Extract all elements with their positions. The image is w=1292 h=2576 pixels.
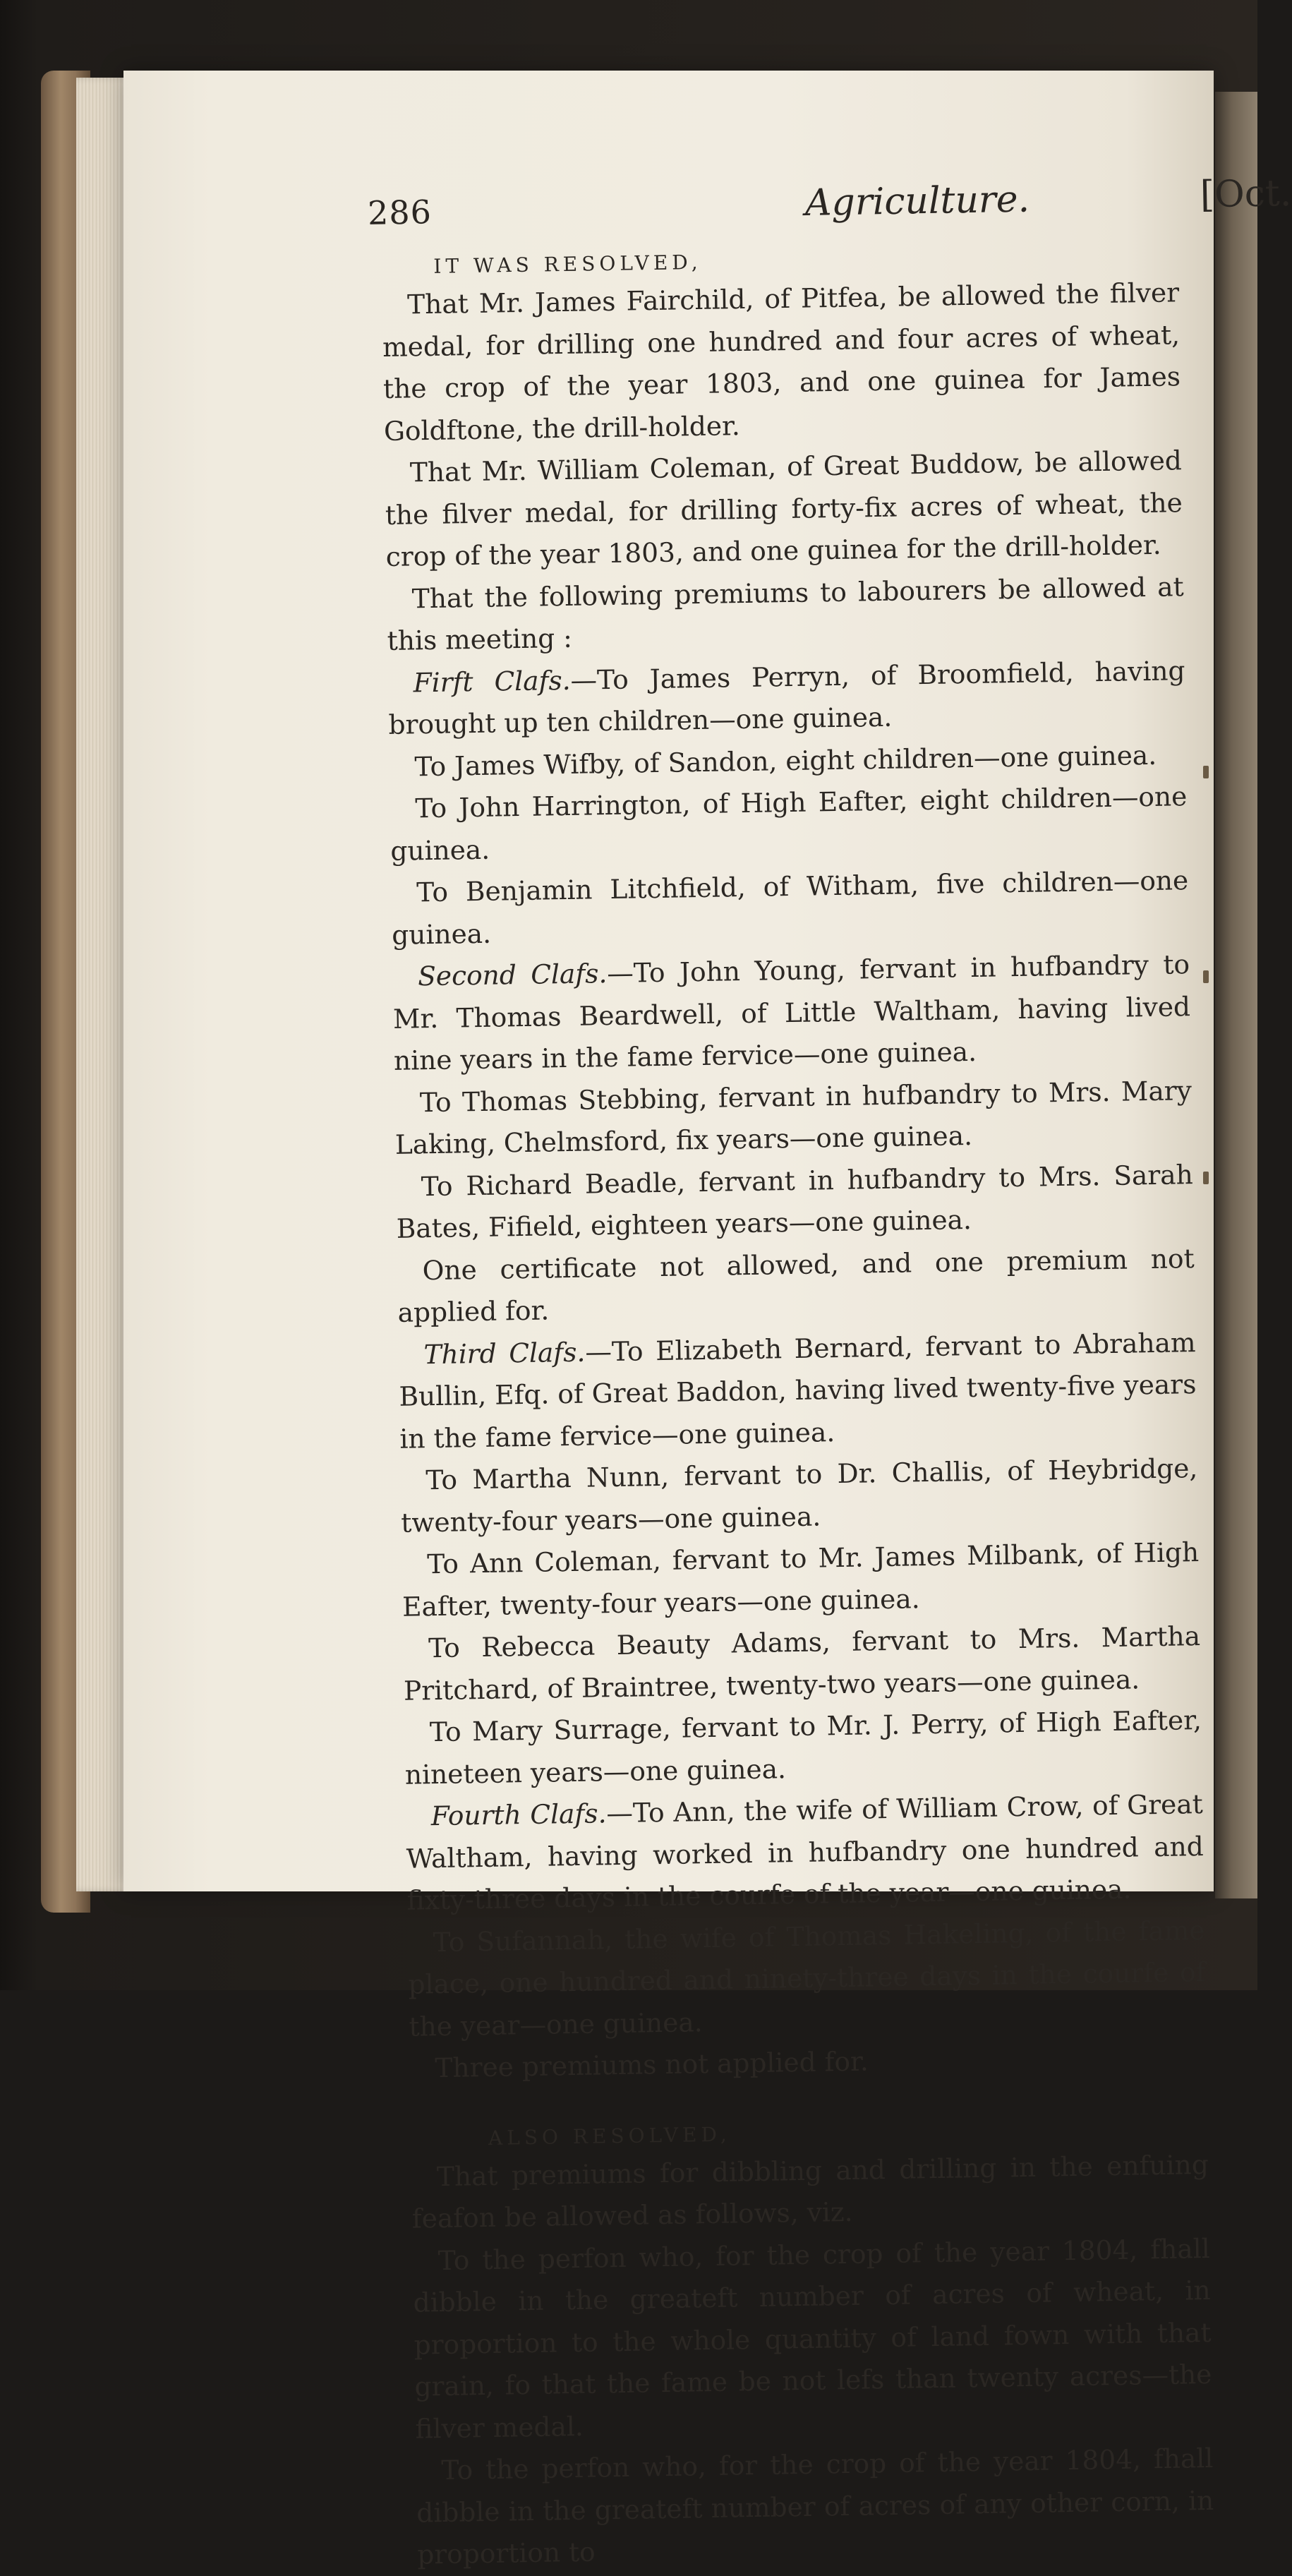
- paragraph-text: —To James Perryn, of Broomfield, having brought up ten children—one guinea.: [388, 654, 1185, 740]
- paragraph: [386, 566, 1185, 663]
- paragraph-text: To the perfon who, for the crop of the year 1804, fhall dibble in the greateft number of acres of wheat, in proportion to the whole quantity of land fown with that grain, fo that the fame be not lefs than twenty acres—the filver medal.: [413, 2232, 1212, 2445]
- paragraph: [397, 1238, 1195, 1335]
- paragraph: [384, 440, 1183, 578]
- paragraph: [405, 1783, 1205, 1922]
- paragraph-text: To Ann Coleman, fervant to Mr. James Milbank, of High Eafter, twenty-four years—one guinea.: [402, 1536, 1200, 1623]
- paragraph: [407, 1909, 1207, 2047]
- paragraph: [398, 1322, 1197, 1460]
- paragraph-text: To the perfon who, for the crop of the year 1804, fhall dibble in the greateft number of acres of any other corn, in proportion to: [416, 2442, 1214, 2570]
- paragraph-text: To Mary Surrage, fervant to Mr. J. Perry, of High Eafter, nineteen years—one guinea.: [404, 1704, 1202, 1790]
- paragraph: [404, 1699, 1203, 1796]
- paragraph-text: To Martha Nunn, fervant to Dr. Challis, of Heybridge, twenty-four years—one guinea.: [400, 1452, 1198, 1539]
- paragraph-text: That Mr. William Coleman, of Great Buddow, be allowed the filver medal, for drilling forty-fix acres of wheat, the crop of the year 1803, and one guinea for the drill-holder.: [385, 445, 1183, 572]
- section-heading: IT WAS RESOLVED,: [433, 250, 702, 278]
- resolution-block: [411, 2143, 1214, 2576]
- class-label: Fourth Clafs.: [430, 1798, 607, 1832]
- margin-mark: [1203, 766, 1209, 778]
- paragraph: [394, 1070, 1193, 1167]
- facing-page-edge: [1215, 92, 1257, 1898]
- paragraph: [387, 650, 1186, 747]
- paragraph: [390, 776, 1188, 872]
- paragraph: [412, 2227, 1213, 2450]
- paragraph: [411, 2143, 1209, 2240]
- paragraph-text: To James Wifby, of Sandon, eight children—one guinea.: [414, 739, 1157, 782]
- paragraph-text: That Mr. James Fairchild, of Pitfea, be allowed the filver medal, for drilling one hundred and four acres of wheat, the crop of the year 1803, and one guinea for James Goldftone, the drill-holder.: [382, 277, 1181, 447]
- paragraph-text: One certificate not allowed, and one premium not applied for.: [397, 1242, 1195, 1328]
- paragraph-text: To Thomas Stebbing, fervant in hufbandry to Mrs. Mary Laking, Chelmsford, fix years—one guinea.: [394, 1074, 1193, 1160]
- paragraph-text: To John Harrington, of High Eafter, eight children—one guinea.: [390, 781, 1188, 867]
- paragraph-text: —To John Young, fervant in hufbandry to Mr. Thomas Beardwell, of Little Waltham, having lived nine years in the fame fervice—one guinea.: [392, 949, 1191, 1076]
- paragraph-text: That the following premiums to labourers be allowed at this meeting :: [387, 570, 1184, 656]
- paragraph-text: —To Ann, the wife of William Crow, of Great Waltham, having worked in hufbandry one hundred and fixty-three days in the courfe of the year—one guinea.: [406, 1788, 1204, 1916]
- paragraph-text: —To Elizabeth Bernard, fervant to Abraham Bullin, Efq. of Great Baddon, having lived twenty-five years in the fame fervice—one guinea.: [399, 1326, 1197, 1455]
- paragraph-text: That premiums for dibbling and drilling in the enfuing feafon be allowed as follows, viz.: [411, 2148, 1209, 2234]
- paragraph-text: To Rebecca Beauty Adams, fervant to Mrs. Martha Pritchard, of Braintree, twenty-two years—one guinea.: [403, 1620, 1201, 1707]
- paragraph: [416, 2438, 1215, 2576]
- month-label: [Oct.: [1200, 172, 1292, 217]
- margin-mark: [1203, 970, 1209, 983]
- paragraph: [382, 272, 1182, 452]
- margin-mark: [1203, 1172, 1209, 1184]
- paragraph: [402, 1531, 1200, 1628]
- paragraph-text: Three premiums not applied for.: [435, 2045, 869, 2084]
- paragraph: [400, 1448, 1199, 1544]
- page-number: 286: [367, 193, 433, 232]
- paragraph-text: To Sufannah, the wife of Thomas Hakeling, of the fame place, one hundred and ninety-three days in the courfe of the year—one guinea.: [408, 1914, 1206, 2042]
- body-text: [381, 238, 1215, 2576]
- paragraph: [391, 860, 1190, 956]
- running-title: Agriculture.: [804, 178, 1030, 225]
- class-label: Second Clafs.: [417, 958, 608, 992]
- class-label: Third Clafs.: [423, 1336, 586, 1370]
- section-heading: ALSO RESOLVED,: [488, 2122, 732, 2150]
- paragraph-text: To Benjamin Litchfield, of Witham, five children—one guinea.: [391, 865, 1189, 951]
- resolution-block: [382, 272, 1207, 2090]
- class-label: Firft Clafs.: [413, 664, 571, 698]
- paragraph: [395, 1154, 1194, 1251]
- paragraph-text: To Richard Beadle, fervant in hufbandry to Mrs. Sarah Bates, Fifield, eighteen years—one guinea.: [396, 1158, 1194, 1244]
- paragraph: [392, 944, 1192, 1082]
- paragraph: [403, 1615, 1202, 1712]
